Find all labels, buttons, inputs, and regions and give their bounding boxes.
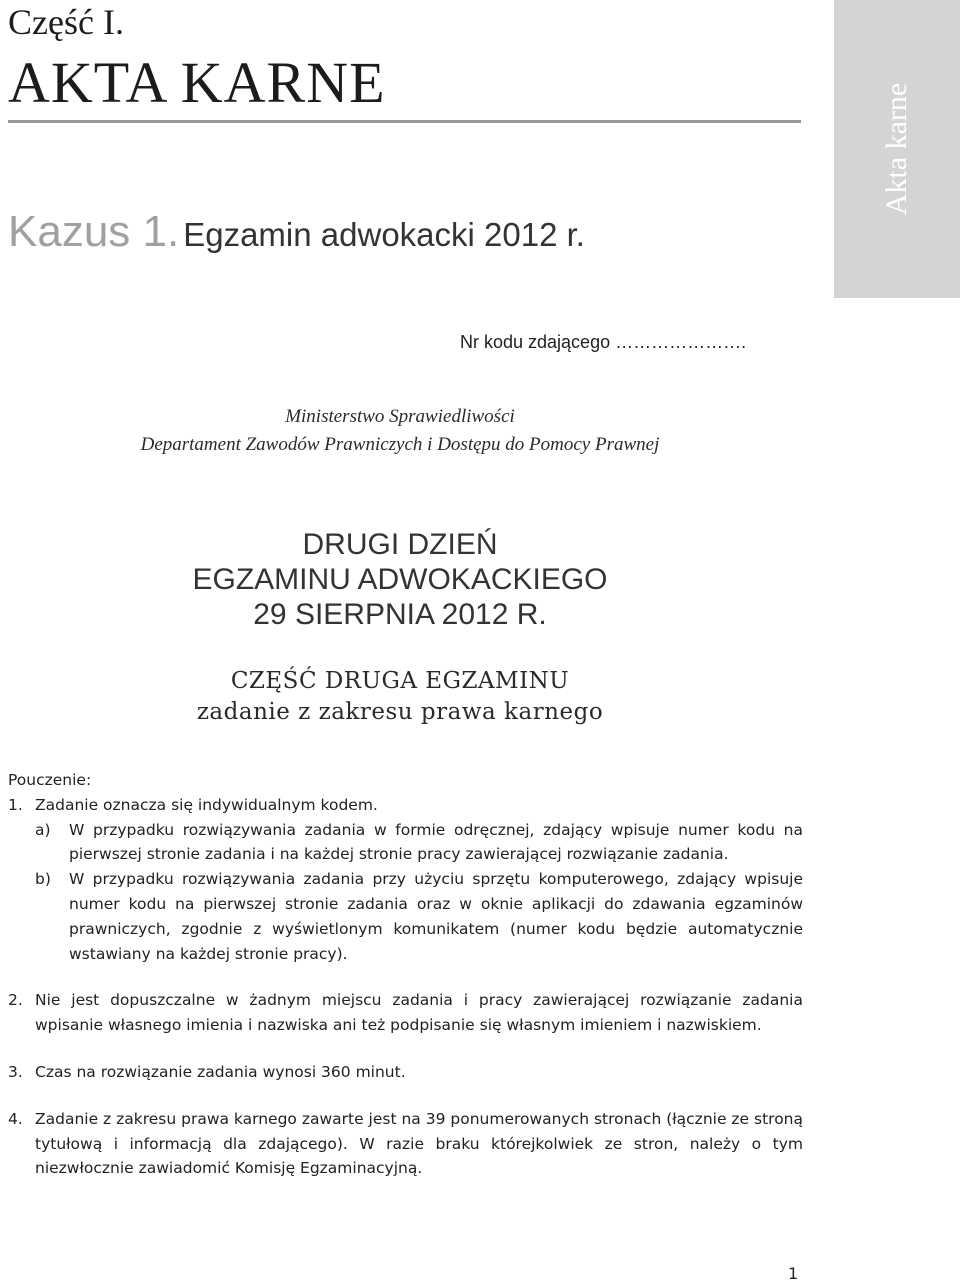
instruction-item-4 xyxy=(8,1107,803,1181)
title-divider xyxy=(8,120,801,123)
case-heading xyxy=(8,205,585,269)
exam-day-line2: EGZAMINU ADWOKACKIEGO xyxy=(192,563,608,596)
case-title: Egzamin adwokacki 2012 r. xyxy=(183,216,585,253)
ministry-name: Ministerstwo Sprawiedliwości xyxy=(285,406,515,427)
instruction-item-3 xyxy=(8,1060,803,1085)
instruction-number: 3. xyxy=(8,1062,23,1081)
instruction-subitem-a xyxy=(35,818,803,868)
instruction-subitem-b xyxy=(35,867,803,966)
department-name: Departament Zawodów Prawniczych i Dostępu do Pomocy Prawnej xyxy=(140,434,660,455)
page-number: 1 xyxy=(788,1264,799,1283)
instruction-number: 1. xyxy=(8,795,23,814)
instruction-number: 4. xyxy=(8,1109,23,1128)
exam-part-block xyxy=(0,666,800,728)
candidate-code-line: Nr kodu zdającego …………………. xyxy=(460,332,747,352)
side-tab-label: Akta karne xyxy=(880,82,913,216)
exam-day-block xyxy=(0,527,800,632)
subitem-label: a) xyxy=(35,820,51,839)
subitem-label: b) xyxy=(35,870,51,889)
instruction-text: Zadanie oznacza się indywidualnym kodem. xyxy=(35,795,378,814)
subitem-text: W przypadku rozwiązywania zadania w formie odręcznej, zdający wpisuje numer kodu na pierwszej stronie zadania i na każdej stronie pracy zawierającej rozwiązanie zadania. xyxy=(69,820,803,864)
exam-date: 29 SIERPNIA 2012 R. xyxy=(253,598,547,631)
instructions-heading: Pouczenie: xyxy=(8,771,92,789)
instruction-item-1 xyxy=(8,793,803,967)
side-tab xyxy=(834,0,960,298)
instruction-text: Czas na rozwiązanie zadania wynosi 360 minut. xyxy=(35,1062,406,1081)
case-number: Kazus 1. xyxy=(8,207,180,256)
exam-part-title: CZĘŚĆ DRUGA EGZAMINU xyxy=(230,668,570,694)
subitem-text: W przypadku rozwiązywania zadania przy użyciu sprzętu komputerowego, zdający wpisuje numer kodu na pierwszej stronie zadania oraz w oknie aplikacji do zdawania egzaminów prawniczych, zgodnie z wyświetlonym komunikatem (numer kodu będzie automatycznie wstawiany na każdej stronie pracy). xyxy=(69,870,803,963)
ministry-block xyxy=(0,403,800,459)
exam-day-line1: DRUGI DZIEŃ xyxy=(302,528,498,561)
instruction-number: 2. xyxy=(8,991,23,1010)
exam-part-subtitle: zadanie z zakresu prawa karnego xyxy=(196,699,604,725)
instruction-text: Zadanie z zakresu prawa karnego zawarte jest na 39 ponumerowanych stronach (łącznie ze stroną tytułową i informacją dla zdającego). W razie braku którejkolwiek ze stron, należy o tym niezwłocznie zawiadomić Komisję Egzaminacyjną. xyxy=(35,1109,803,1178)
instructions xyxy=(8,768,803,1181)
page-title: AKTA KARNE xyxy=(8,50,386,115)
instruction-item-2 xyxy=(8,988,803,1038)
part-label: Część I. xyxy=(8,2,124,42)
instruction-text: Nie jest dopuszczalne w żadnym miejscu zadania i pracy zawierającej rozwiązanie zadania wpisanie własnego imienia i nazwiska ani też podpisanie się własnym imieniem i nazwiskiem. xyxy=(35,991,803,1035)
